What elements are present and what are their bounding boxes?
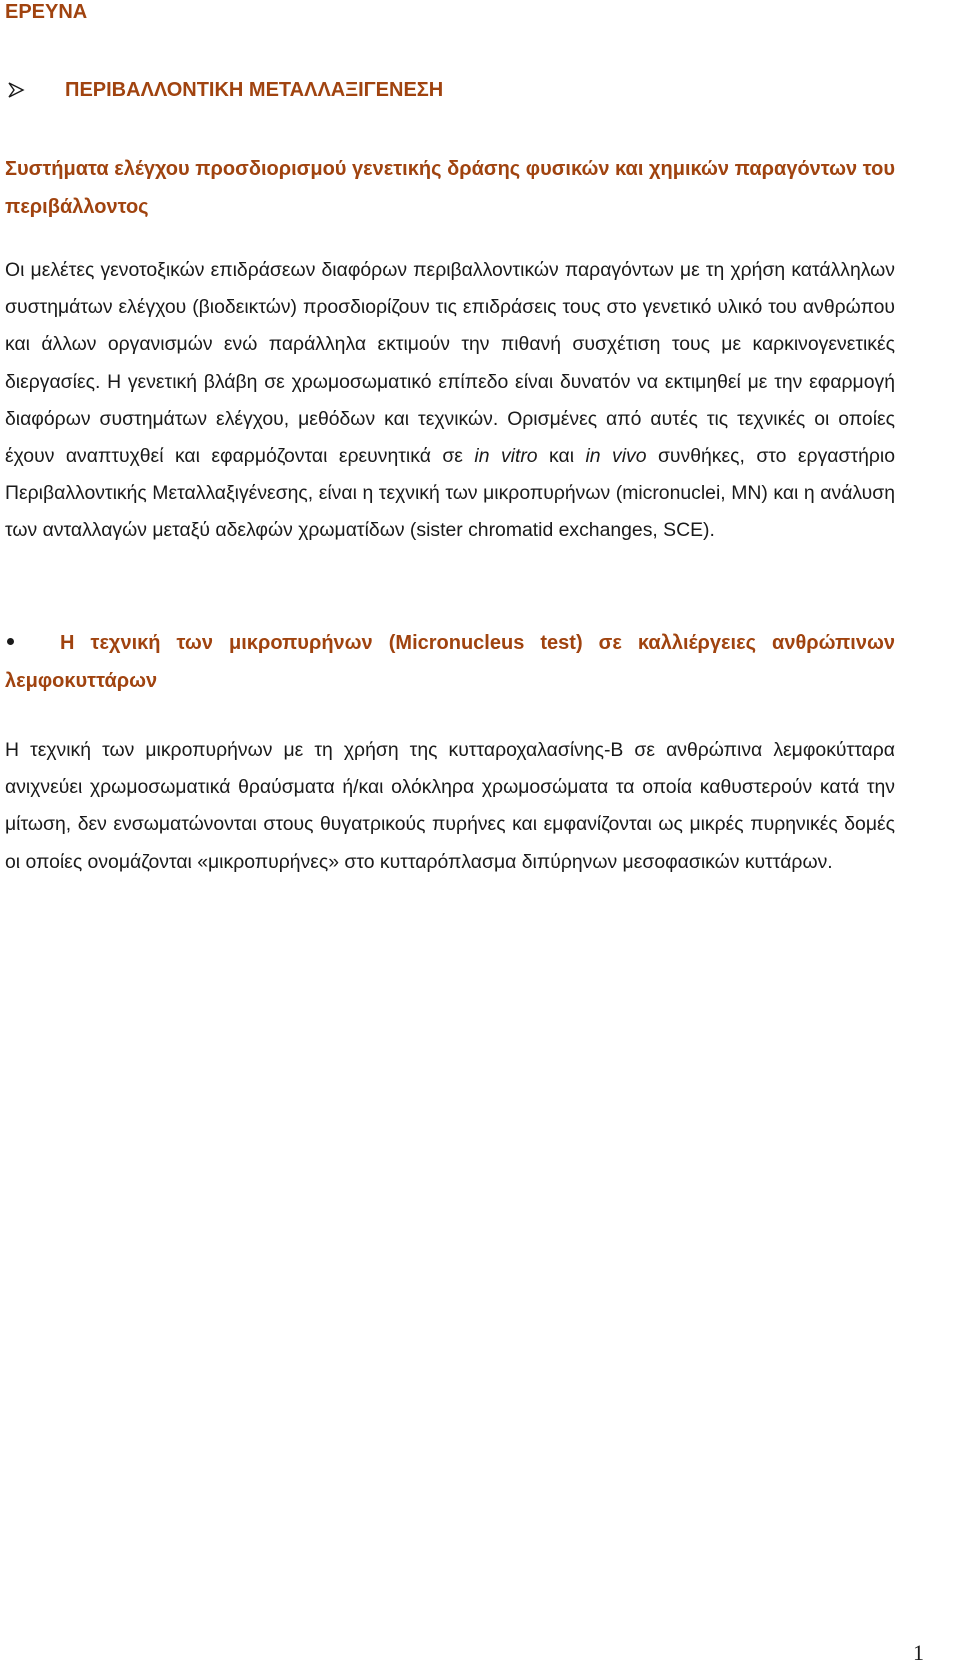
section-label: ΕΡΕΥΝΑ bbox=[5, 1, 88, 23]
bullet-heading bbox=[5, 624, 895, 700]
paragraph-intro bbox=[5, 252, 895, 550]
paragraph-intro-part2: και bbox=[549, 445, 575, 468]
paragraph-intro-part3: συνθήκες, στο εργαστήριο Περιβαλλοντικής Μεταλλαξιγένεσης, είναι η τεχνική των μικροπυρήνων (micronuclei, MN) και η ανάλυση των ανταλλαγών μεταξύ αδελφών χρωματίδων (sister chromatid exchanges, SCE). bbox=[5, 445, 896, 542]
paragraph-intro-italic-in-vivo: in vivo bbox=[585, 445, 647, 468]
page-number: 1 bbox=[913, 1640, 924, 1665]
bullet-heading-text: Η τεχνική των μικροπυρήνων (Micronucleus test) σε καλλιέργειες ανθρώπινων λεμφοκυττάρων bbox=[5, 632, 895, 692]
paragraph-intro-part1: Οι μελέτες γενοτοξικών επιδράσεων διαφόρων περιβαλλοντικών παραγόντων με τη χρήση κατάλληλων συστημάτων ελέγχου (βιοδεικτών) προσδιορίζουν τις επιδράσεις τους στο γενετικό υλικό του ανθρώπου και άλλων οργανισμών ενώ παράλληλα εκτιμούν την πιθανή συσχέτιση τους με καρκινογενετικές διεργασίες. Η γενετική βλάβη σε χρωμοσωματικό επίπεδο είναι δυνατόν να εκτιμηθεί με την εφαρμογή διαφόρων συστημάτων ελέγχου, μεθόδων και τεχνικών. Ορισμένες από αυτές τις τεχνικές οι οποίες έχουν αναπτυχθεί και εφαρμόζονται ερευνητικά σε bbox=[5, 259, 895, 468]
heading-row bbox=[5, 77, 905, 103]
subheading: Συστήματα ελέγχου προσδιορισμού γενετικής δράσης φυσικών και χημικών παραγόντων του περιβάλλοντος bbox=[5, 158, 895, 218]
paragraph-intro-italic-in-vitro: in vitro bbox=[474, 445, 538, 468]
arrow-bullet-icon bbox=[7, 81, 25, 99]
page-heading: ΠΕΡΙΒΑΛΛΟΝΤΙΚΗ ΜΕΤΑΛΛΑΞΙΓΕΝΕΣΗ bbox=[65, 79, 444, 101]
paragraph-micronucleus: Η τεχνική των μικροπυρήνων με τη χρήση της κυτταροχαλασίνης-Β σε ανθρώπινα λεμφοκύτταρα ανιχνεύει χρωμοσωματικά θραύσματα ή/και ολόκληρα χρωμοσώματα τα οποία καθυστερούν κατά την μίτωση, δεν ενσωματώνονται στους θυγατρικούς πυρήνες και εμφανίζονται ως μικρές πυρηνικές δομές οι οποίες ονομάζονται «μικροπυρήνες» στο κυτταρόπλασμα διπύρηνων μεσοφασικών κυττάρων. bbox=[5, 739, 895, 873]
bullet-dot-icon bbox=[7, 638, 14, 645]
